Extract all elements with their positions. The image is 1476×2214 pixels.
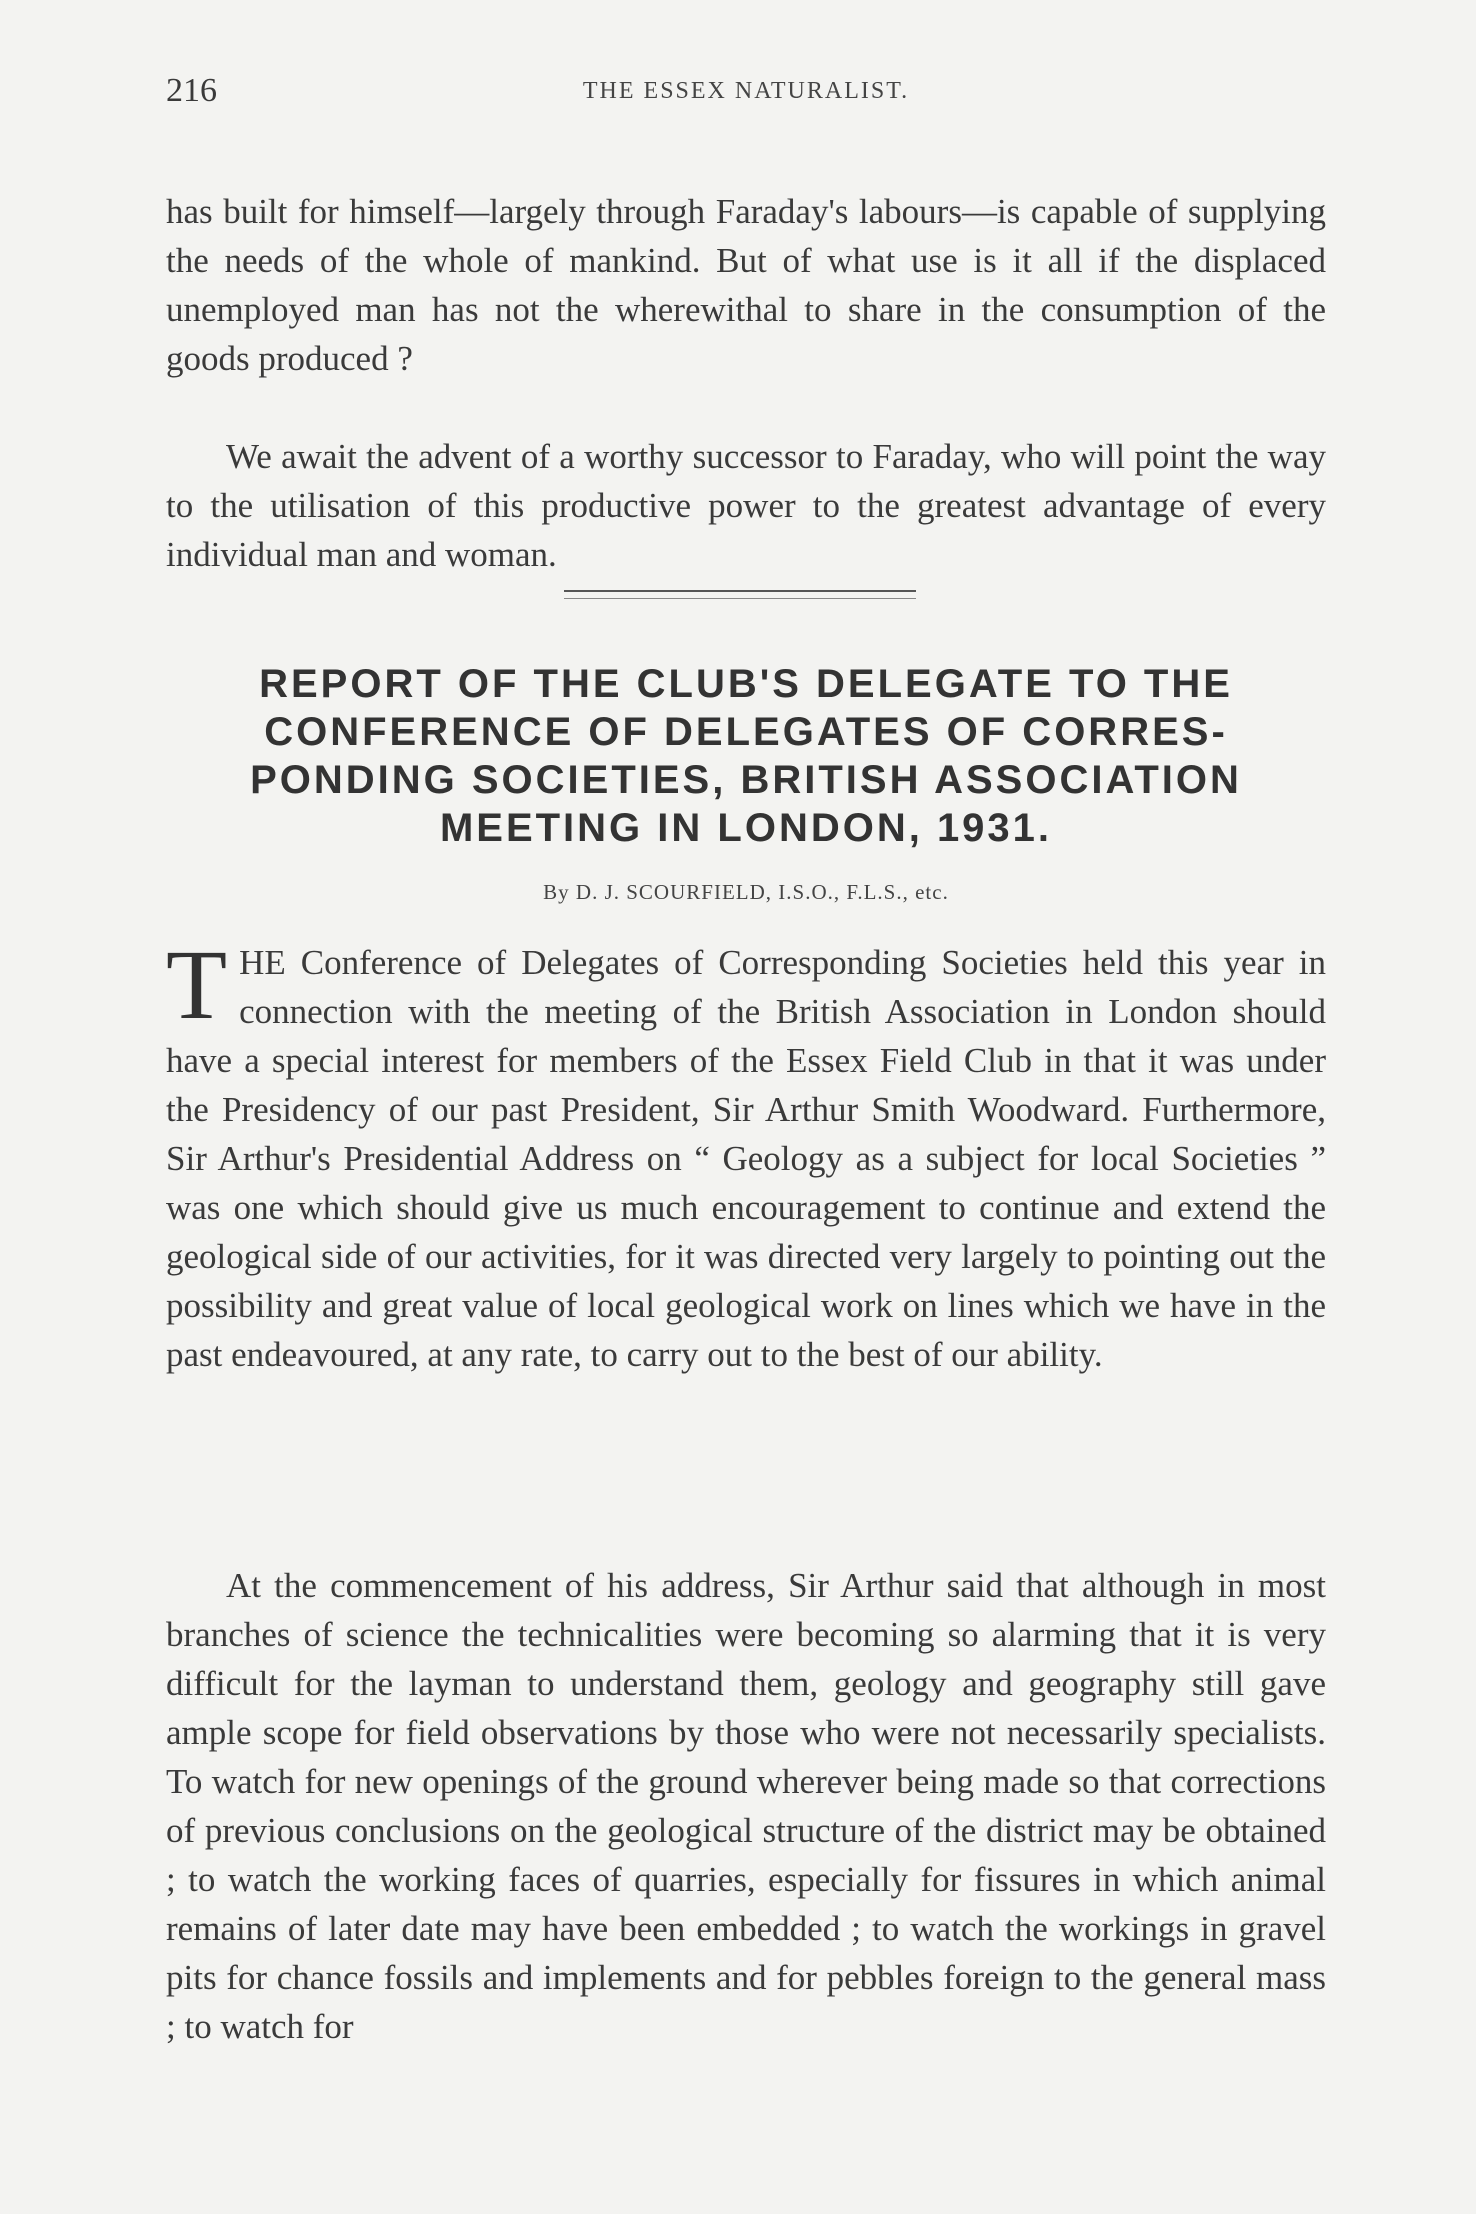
- article-paragraph-1: [166, 929, 1326, 1379]
- article-title: REPORT OF THE CLUB'S DELEGATE TO THE CONFERENCE OF DELEGATES OF CORRES-PONDING SOCIETIES, BRITISH ASSOCIATION MEETING IN LONDON, 1931.: [250, 662, 1242, 850]
- article-byline: By D. J. SCOURFIELD, I.S.O., F.L.S., etc.: [543, 880, 949, 904]
- page-number: 216: [166, 72, 217, 109]
- paragraph-continuation: has built for himself—largely through Faraday's labours—is capable of supplying the needs of the whole of mankind. But of what use is it all if the displaced unemployed man has not the wherewithal to share in the consumption of the goods produced ?: [166, 192, 1326, 378]
- section-divider: [564, 590, 916, 599]
- page-header: [166, 72, 1326, 112]
- running-title: THE ESSEX NATURALIST.: [582, 78, 910, 104]
- drop-cap: T: [166, 929, 228, 1040]
- article-paragraph-1-text: HE Conference of Delegates of Corresponding Societies held this year in connection with the meeting of the British Association in London should have a special interest for members of the Essex Field Club in that it was under the Presidency of our past President, Sir Arthur Smith Woodward. Furthermore, Sir Arthur's Presidential Address on “ Geology as a subject for local Societies ” was one which should give us much encouragement to continue and extend the geological side of our activities, for it was directed very largely to pointing out the possibility and great value of local geological work on lines which we have in the past endeavoured, at any rate, to carry out to the best of our ability.: [166, 943, 1326, 1374]
- paragraph-closing: We await the advent of a worthy successor to Faraday, who will point the way to the utilisation of this productive power to the greatest advantage of every individual man and woman.: [166, 437, 1326, 574]
- article-paragraph-2: At the commencement of his address, Sir Arthur said that although in most branches of science the technicalities were becoming so alarming that it is very difficult for the layman to understand them, geology and geography still gave ample scope for field observations by those who were not necessarily specialists. To watch for new openings of the ground wherever being made so that corrections of previous conclusions on the geological structure of the district may be obtained ; to watch the working faces of quarries, especially for fissures in which animal remains of later date may have been embedded ; to watch the workings in gravel pits for chance fossils and implements and for pebbles foreign to the general mass ; to watch for: [166, 1566, 1326, 2046]
